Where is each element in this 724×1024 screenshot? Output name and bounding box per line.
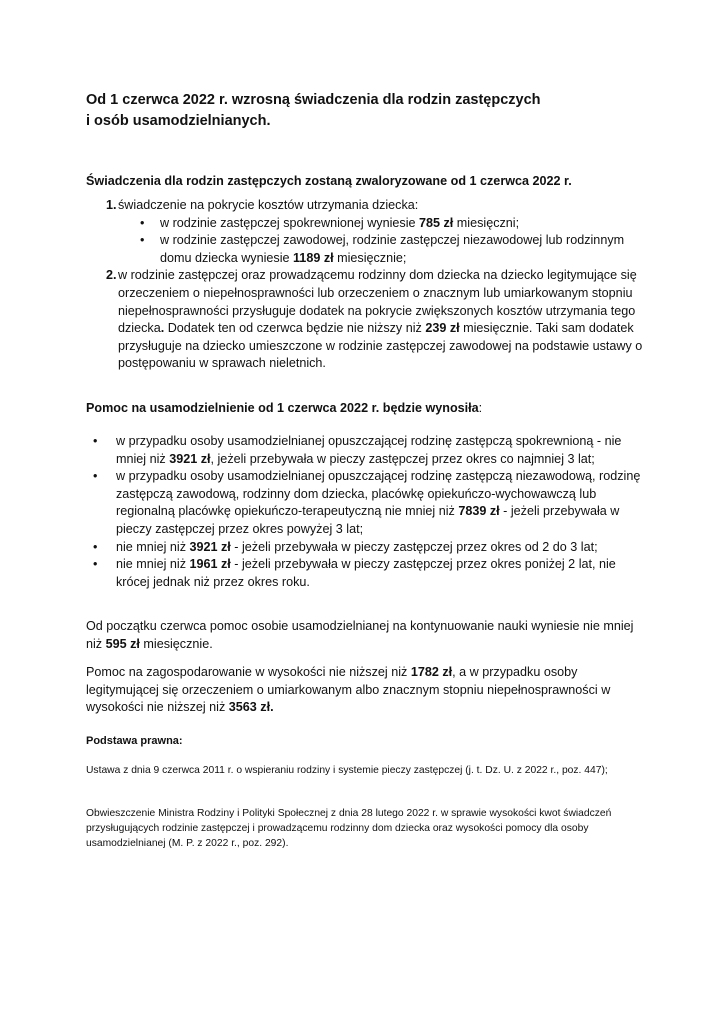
- list-item: [86, 468, 646, 538]
- bullet-icon: •: [140, 233, 145, 248]
- list-item: [86, 539, 646, 557]
- text: w rodzinie zastępczej spokrewnionej wyniesie: [160, 215, 419, 230]
- amount: 7839 zł: [458, 504, 500, 519]
- amount: 1961 zł: [189, 557, 231, 572]
- text: w przypadku osoby usamodzielnianej opuszczającej rodzinę zastępczą niezawodową, rodzinę zastępczą zawodową, rodzinny dom dziecka, placówkę opiekuńczo-wychowawczą lub regionalną placówkę opiekuńczo-terapeutyczną nie mniej niż: [116, 469, 641, 519]
- text: miesięcznie.: [139, 636, 213, 651]
- amount: 595 zł: [105, 636, 140, 651]
- text: Dodatek ten od czerwca będzie nie niższy niż: [164, 321, 426, 336]
- amount: 3563 zł.: [228, 700, 274, 715]
- list-item: [86, 267, 646, 373]
- independence-aid-list: [86, 433, 646, 591]
- household-aid-paragraph: [86, 664, 646, 717]
- text: miesięcznie;: [333, 250, 407, 265]
- foster-benefits-list: [86, 197, 646, 373]
- bullet-icon: •: [93, 539, 98, 554]
- page-title: [86, 90, 646, 132]
- text: .: [160, 321, 165, 336]
- text: , jeżeli przebywała w pieczy zastępczej przez okres co najmniej 3 lat;: [210, 451, 595, 466]
- title-line-1: Od 1 czerwca 2022 r. wzrosną świadczenia dla rodzin zastępczych: [86, 92, 541, 108]
- text: w rodzinie zastępczej oraz prowadzącemu rodzinny dom dziecka na dziecko legitymujące się orzeczeniem o niepełnosprawności lub orzeczeniem o znacznym lub umiarkowanym stopniu niepełnosprawności przysługuje dodatek na pokrycie zwiększonych kosztów utrzymania tego dziecka: [118, 268, 637, 336]
- text: miesięczni;: [453, 215, 520, 230]
- legal-basis-heading: Podstawa prawna:: [86, 735, 183, 747]
- section-heading-foster-benefits: Świadczenia dla rodzin zastępczych zostaną zwaloryzowane od 1 czerwca 2022 r.: [86, 174, 572, 188]
- text: nie mniej niż: [116, 539, 190, 554]
- amount: 239 zł: [425, 321, 460, 336]
- education-aid-paragraph: [86, 618, 646, 653]
- text: nie mniej niż: [116, 557, 190, 572]
- text: Od początku czerwca pomoc osobie usamodzielnianej na kontynuowanie nauki wyniesie nie mniej niż: [86, 619, 634, 651]
- heading-text: Pomoc na usamodzielnienie od 1 czerwca 2022 r. będzie wynosiła: [86, 401, 479, 415]
- amount: 1782 zł: [410, 665, 453, 679]
- text: w rodzinie zastępczej zawodowej, rodzinie zastępczej niezawodowej lub rodzinnym domu dziecka wyniesie: [160, 233, 625, 265]
- list-item-text: świadczenie na pokrycie kosztów utrzymania dziecka:: [118, 198, 419, 212]
- amount: 1189 zł: [293, 250, 334, 265]
- text: - jeżeli przebywała w pieczy zastępczej przez okres poniżej 2 lat, nie krócej jednak niż przez okres roku.: [116, 557, 616, 589]
- legal-reference: Ustawa z dnia 9 czerwca 2011 r. o wspieraniu rodziny i systemie pieczy zastępczej (j. t. Dz. U. z 2022 r., poz. 447);: [86, 765, 608, 776]
- heading-colon: :: [478, 401, 483, 415]
- bullet-icon: •: [93, 434, 98, 448]
- text: - jeżeli przebywała w pieczy zastępczej przez okres powyżej 3 lat;: [116, 504, 620, 536]
- legal-reference: Obwieszczenie Ministra Rodziny i Polityki Społecznej z dnia 28 lutego 2022 r. w sprawie wysokości kwot świadczeń przysługujących rodzinie zastępczej i prowadzącemu rodzinny dom dziecka oraz wysokości pomocy dla osoby usamodzielnianej (M. P. z 2022 r., poz. 292).: [86, 808, 612, 849]
- text: miesięcznie. Taki sam dodatek przysługuje na dziecko umieszczone w rodzinie zastępczej zawodowej na podstawie ustawy o postępowaniu w sprawach nieletnich.: [118, 321, 643, 371]
- title-line-2: i osób usamodzielnianych.: [86, 113, 271, 129]
- list-item: [86, 556, 646, 591]
- text: w przypadku osoby usamodzielnianej opuszczającej rodzinę zastępczą spokrewnioną - nie mniej niż: [116, 434, 622, 466]
- section-heading-independence-aid: [86, 400, 482, 417]
- sub-list-item: [118, 215, 646, 233]
- amount: 3921 zł: [189, 539, 231, 554]
- list-number: 1.: [106, 198, 117, 212]
- list-item: [86, 433, 646, 468]
- text: , a w przypadku osoby legitymującej się orzeczeniem o umiarkowanym albo znacznym stopniu niepełnosprawności w wysokości nie niższej niż: [86, 665, 611, 715]
- amount: 3921 zł: [169, 451, 211, 466]
- bullet-icon: •: [93, 557, 98, 572]
- sub-list-item: [118, 232, 646, 267]
- text: - jeżeli przebywała w pieczy zastępczej przez okres od 2 do 3 lat;: [230, 539, 598, 554]
- list-item: [86, 197, 646, 267]
- bullet-icon: •: [93, 469, 98, 484]
- list-number: 2.: [106, 268, 117, 283]
- amount: 785 zł: [419, 215, 454, 230]
- bullet-icon: •: [140, 215, 145, 230]
- text: Pomoc na zagospodarowanie w wysokości nie niższej niż: [86, 665, 411, 679]
